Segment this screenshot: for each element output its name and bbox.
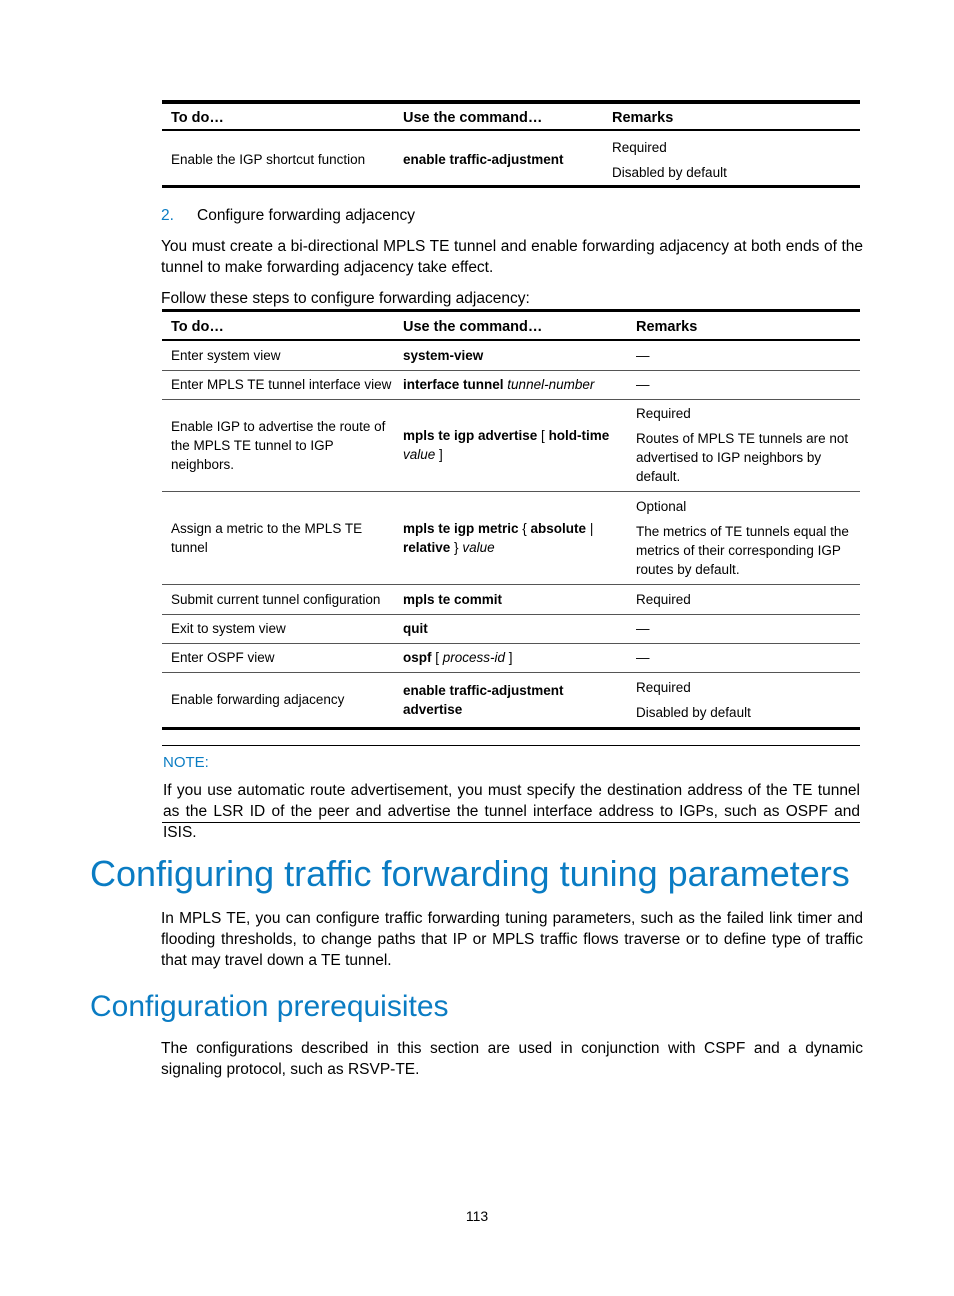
table-row-divider	[162, 614, 860, 615]
step-number: 2.	[161, 207, 174, 224]
command-segment: enable traffic-adjustment advertise	[403, 682, 564, 717]
command-segment: quit	[403, 621, 428, 636]
command-segment: {	[518, 520, 531, 536]
table2-top-rule	[162, 309, 860, 312]
follow-text: Follow these steps to configure forwarding adjacency:	[161, 290, 530, 307]
table1-header-todo: To do…	[171, 110, 224, 126]
command-segment: ]	[435, 447, 443, 462]
table1-top-rule	[162, 100, 860, 104]
step-text: Configure forwarding adjacency	[197, 207, 415, 224]
remark-line: Required	[636, 679, 691, 695]
table2-cell-remarks	[636, 648, 854, 667]
command-segment: mpls te igp metric	[403, 520, 519, 536]
command-segment: absolute	[530, 520, 587, 536]
table1-cell-command: enable traffic-adjustment	[403, 152, 564, 167]
table2-cell-command	[403, 648, 625, 667]
command-segment: value	[403, 447, 436, 462]
table1-bottom-rule	[162, 185, 860, 188]
table2-cell-todo: Enter system view	[171, 348, 281, 363]
table2-cell-todo: Enter OSPF view	[171, 650, 275, 665]
remark-line: —	[636, 650, 650, 665]
subsection-heading: Configuration prerequisites	[90, 990, 449, 1023]
table2-cell-command	[403, 426, 625, 464]
command-segment: process-id	[442, 650, 506, 665]
table2-cell-todo: Enter MPLS TE tunnel interface view	[171, 377, 392, 392]
section-body: In MPLS TE, you can configure traffic forwarding tuning parameters, such as the failed link timer and flooding thresholds, to change paths that IP or MPLS traffic flows traverse or to define type of traffic that may travel down a TE tunnel.	[161, 910, 863, 969]
table-row-divider	[162, 491, 860, 492]
remark-line: —	[636, 377, 650, 392]
table1-header-remarks: Remarks	[612, 110, 674, 126]
table2-header-todo: To do…	[171, 319, 224, 335]
command-segment: [	[537, 428, 549, 443]
table2-cell-command	[403, 590, 625, 609]
table2-cell-todo: Enable IGP to advertise the route of the MPLS TE tunnel to IGP neighbors.	[171, 418, 386, 472]
table-row-divider	[162, 399, 860, 400]
command-segment: mpls te igp advertise	[403, 428, 538, 443]
table2-cell-remarks	[636, 346, 854, 365]
table-row-divider	[162, 584, 860, 585]
table-row-divider	[162, 643, 860, 644]
command-segment: interface tunnel	[403, 377, 504, 392]
command-segment: system-view	[403, 348, 484, 363]
table2-header-rule	[162, 339, 860, 341]
remark-line: Disabled by default	[636, 704, 751, 720]
note-bottom-rule	[162, 822, 860, 823]
table2-cell-command	[403, 346, 625, 365]
table2-cell-todo: Enable forwarding adjacency	[171, 692, 345, 707]
remark-line: —	[636, 348, 650, 363]
table2-cell-command	[403, 519, 625, 557]
command-segment: |	[586, 520, 594, 536]
command-segment: relative	[403, 539, 451, 555]
table2-cell-todo: Assign a metric to the MPLS TE tunnel	[171, 520, 363, 555]
table2-cell-remarks	[636, 619, 854, 638]
table1-cell-remark-1: Required	[612, 140, 667, 155]
subsection-body: The configurations described in this section are used in conjunction with CSPF and a dynamic signaling protocol, such as RSVP-TE.	[161, 1040, 863, 1078]
section-heading: Configuring traffic forwarding tuning parameters	[90, 853, 850, 894]
table2-cell-todo: Submit current tunnel configuration	[171, 591, 381, 607]
command-segment: value	[462, 539, 495, 555]
command-segment: hold-time	[548, 428, 610, 443]
table-row-divider	[162, 672, 860, 673]
command-segment: }	[450, 539, 463, 555]
note-label: NOTE:	[163, 754, 209, 771]
table-row-divider	[162, 370, 860, 371]
table2-header-remarks: Remarks	[636, 319, 698, 335]
remark-line: Optional	[636, 498, 687, 514]
note-top-rule	[162, 745, 860, 746]
page-number: 113	[465, 1208, 489, 1224]
table2-bottom-rule	[162, 727, 860, 730]
command-segment: ]	[505, 650, 513, 665]
table2-cell-remarks	[636, 497, 854, 579]
table2-cell-command	[403, 619, 625, 638]
command-segment: mpls te commit	[403, 591, 503, 607]
remark-line: Required	[636, 591, 691, 607]
remark-line: The metrics of TE tunnels equal the metrics of their corresponding IGP routes by default.	[636, 523, 849, 577]
table2-cell-remarks	[636, 375, 854, 394]
table1-header-rule	[162, 129, 860, 131]
command-segment: tunnel-number	[507, 377, 595, 392]
remark-line: Routes of MPLS TE tunnels are not advertised to IGP neighbors by default.	[636, 431, 849, 484]
note-text: If you use automatic route advertisement, you must specify the destination address of the TE tunnel as the LSR ID of the peer and advertise the tunnel interface address to IGPs, such as OSPF and ISIS.	[163, 782, 860, 841]
remark-line: —	[636, 621, 650, 636]
table2-cell-todo: Exit to system view	[171, 621, 286, 636]
command-segment: [	[431, 650, 443, 665]
table2-cell-command	[403, 375, 625, 394]
table1-header-command: Use the command…	[403, 110, 543, 126]
table2-cell-command	[403, 681, 625, 719]
table1-cell-todo: Enable the IGP shortcut function	[171, 152, 366, 167]
remark-line: Required	[636, 406, 691, 421]
table2-cell-remarks	[636, 590, 854, 609]
table2-header-command: Use the command…	[403, 319, 543, 335]
table2-cell-remarks	[636, 404, 854, 486]
table1-cell-remark-2: Disabled by default	[612, 165, 727, 180]
intro-paragraph: You must create a bi-directional MPLS TE tunnel and enable forwarding adjacency at both ends of the tunnel to make forwarding adjacency take effect.	[161, 238, 863, 276]
command-segment: ospf	[403, 650, 432, 665]
table2-cell-remarks	[636, 678, 854, 722]
